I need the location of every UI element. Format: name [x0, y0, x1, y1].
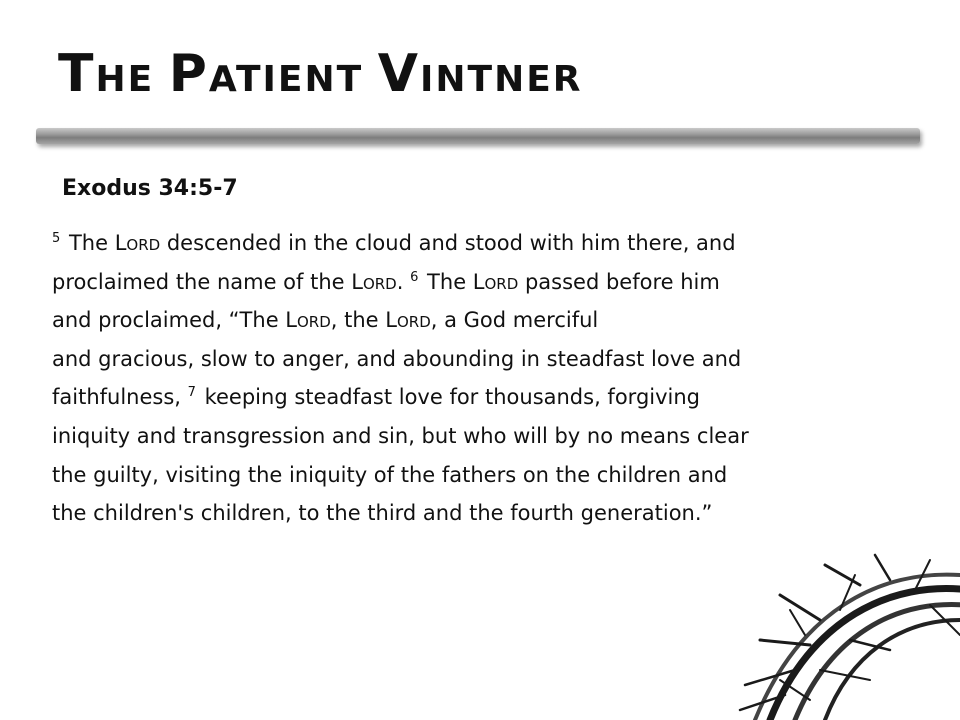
slide-title	[58, 44, 583, 110]
passage-text: and proclaimed, “The L	[52, 308, 297, 333]
title-initial: P	[168, 44, 209, 104]
passage-text: .	[396, 269, 411, 294]
passage-text: , the L	[330, 308, 397, 333]
passage-text: the children's children, to the third and the fourth generation.”	[52, 501, 713, 526]
passage-line	[52, 301, 892, 340]
small-caps-text: ORD	[396, 313, 431, 332]
passage-line	[52, 417, 892, 456]
small-caps-text: ORD	[297, 313, 331, 332]
passage-text: and gracious, slow to anger, and abounding in steadfast love and	[52, 346, 742, 371]
passage-text: The L	[420, 269, 485, 294]
passage-text: faithfulness,	[52, 385, 188, 410]
passage-text: keeping steadfast love for thousands, forgiving	[197, 385, 701, 410]
title-rest: INTNER	[419, 59, 583, 100]
title-rest: HE	[95, 59, 155, 100]
passage-text: iniquity and transgression and sin, but who will by no means clear	[52, 423, 749, 448]
passage-line	[52, 224, 892, 263]
crown-of-thorns-icon	[660, 550, 960, 720]
passage-line	[52, 378, 892, 417]
passage-text: descended in the cloud and stood with him there, and	[160, 231, 736, 255]
title-divider	[36, 128, 920, 144]
title-rest: ATIENT	[208, 59, 364, 100]
passage-text: , a God merciful	[430, 308, 599, 333]
passage-text: The L	[62, 231, 127, 255]
small-caps-text: ORD	[126, 236, 161, 254]
passage-text: passed before him	[518, 269, 720, 294]
verse-number: 5	[52, 231, 61, 246]
small-caps-text: ORD	[362, 274, 397, 293]
passage-line	[52, 494, 892, 533]
verse-number: 6	[410, 269, 419, 285]
passage-text: proclaimed the name of the L	[52, 269, 363, 294]
scripture-reference: Exodus 34:5-7	[62, 176, 238, 201]
passage-line	[52, 263, 892, 302]
title-initial: T	[58, 44, 96, 104]
small-caps-text: ORD	[484, 274, 519, 293]
passage-line	[52, 340, 892, 379]
passage-text: the guilty, visiting the iniquity of the fathers on the children and	[52, 462, 728, 487]
scripture-passage	[52, 224, 892, 533]
verse-number: 7	[187, 385, 196, 401]
passage-line	[52, 456, 892, 495]
title-initial: V	[377, 44, 420, 104]
